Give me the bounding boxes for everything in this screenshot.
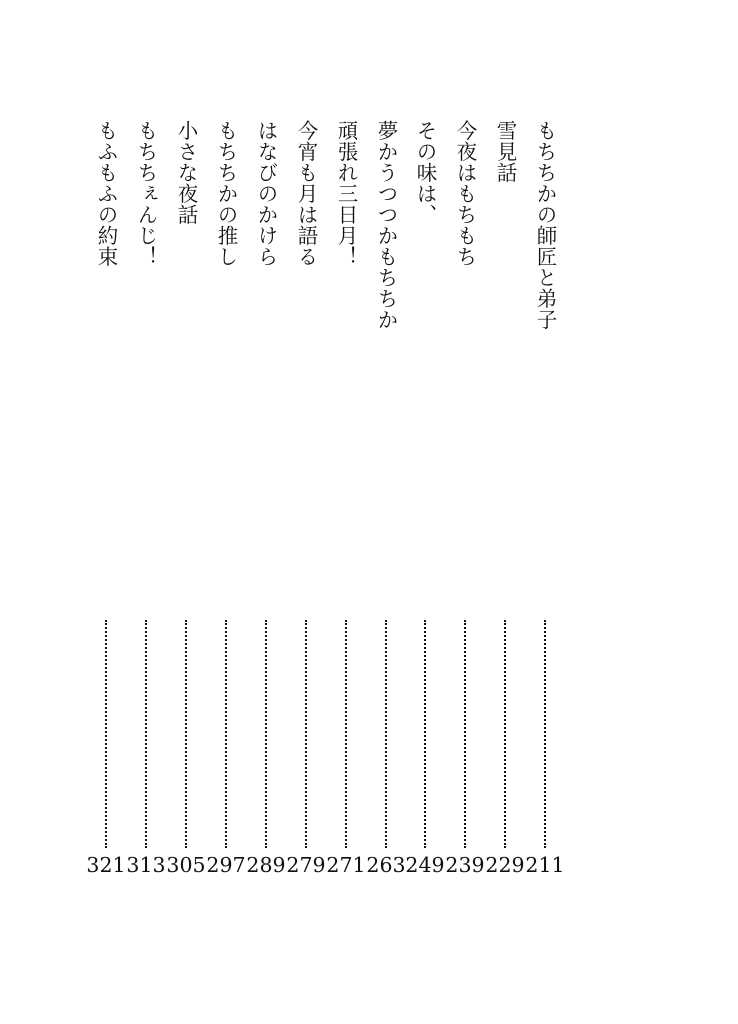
page-number: 249 xyxy=(405,853,445,877)
dot-leader xyxy=(145,620,147,848)
entry-title: もふもふの約束 xyxy=(94,120,118,267)
dot-leader xyxy=(424,620,426,848)
page-number: 289 xyxy=(246,853,286,877)
entry-title: はなびのかけら xyxy=(254,120,278,267)
page-number: 271 xyxy=(326,853,366,877)
toc-entry[interactable] xyxy=(326,120,366,880)
page-number: 321 xyxy=(86,853,126,877)
dot-leader xyxy=(225,620,227,848)
toc-entry[interactable] xyxy=(126,120,166,880)
page-number: 305 xyxy=(166,853,206,877)
dot-leader xyxy=(305,620,307,848)
dot-leader xyxy=(185,620,187,848)
toc-entry[interactable] xyxy=(166,120,206,880)
entry-title: もちちかの推し xyxy=(214,120,238,267)
entry-title: 小さな夜話 xyxy=(174,120,198,225)
page-number: 263 xyxy=(366,853,406,877)
toc-entry[interactable] xyxy=(366,120,406,880)
page-number: 313 xyxy=(126,853,166,877)
dot-leader xyxy=(504,620,506,848)
page-number: 211 xyxy=(525,853,565,877)
entry-title: 頑張れ三日月！ xyxy=(334,120,358,267)
entry-title: もちちかの師匠と弟子 xyxy=(533,120,557,330)
entry-title: 雪見話 xyxy=(493,120,517,183)
page-number: 297 xyxy=(206,853,246,877)
toc-entry[interactable] xyxy=(246,120,286,880)
entry-title: 今宵も月は語る xyxy=(294,120,318,267)
page-number: 229 xyxy=(485,853,525,877)
entry-title: その味は、 xyxy=(413,120,437,225)
toc-entry[interactable] xyxy=(286,120,326,880)
toc-entry[interactable] xyxy=(525,120,565,880)
toc-entry[interactable] xyxy=(405,120,445,880)
entry-title: もちちぇんじ！ xyxy=(134,120,158,267)
toc-entry[interactable] xyxy=(206,120,246,880)
dot-leader xyxy=(345,620,347,848)
entry-title: 夢かうつつかもちちか xyxy=(374,120,398,330)
dot-leader xyxy=(105,620,107,848)
toc-entry[interactable] xyxy=(445,120,485,880)
toc-entry[interactable] xyxy=(485,120,525,880)
toc-entry[interactable] xyxy=(86,120,126,880)
page-number: 239 xyxy=(445,853,485,877)
entry-title: 今夜はもちもち xyxy=(453,120,477,267)
dot-leader xyxy=(385,620,387,848)
dot-leader xyxy=(544,620,546,848)
dot-leader xyxy=(464,620,466,848)
page-number: 279 xyxy=(286,853,326,877)
dot-leader xyxy=(265,620,267,848)
